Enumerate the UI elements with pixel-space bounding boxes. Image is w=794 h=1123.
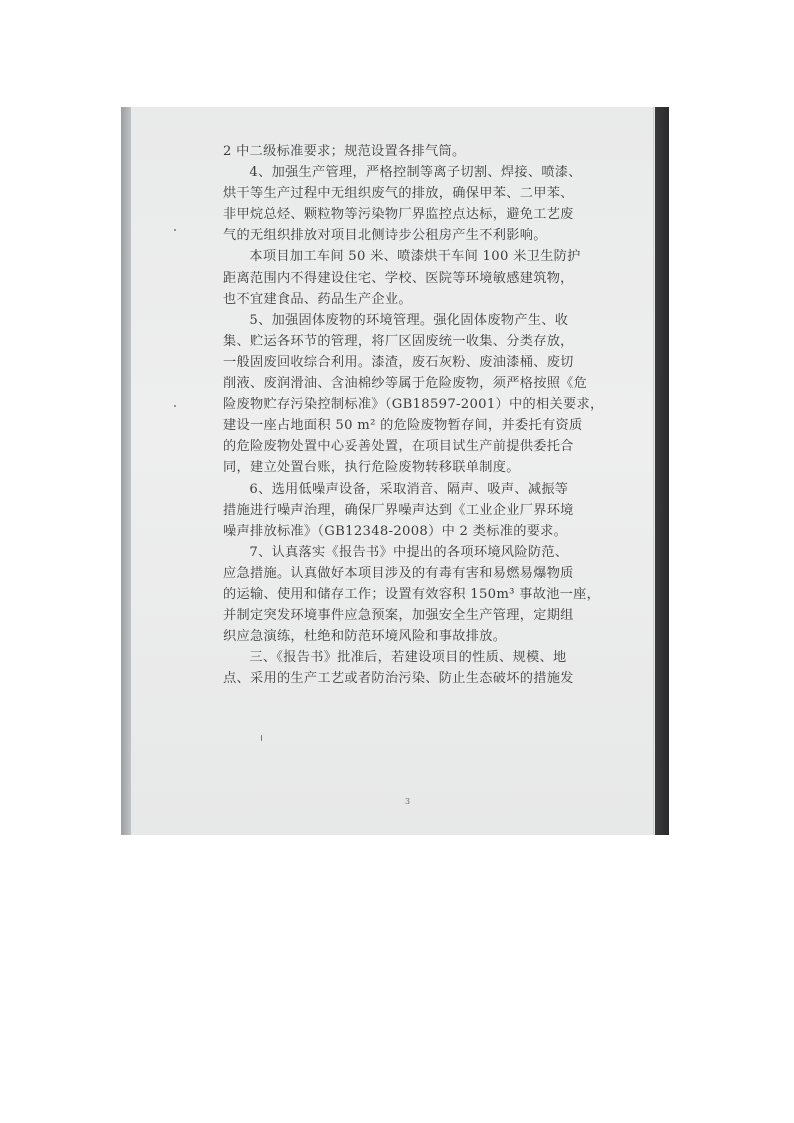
text-line: 的运输、使用和储存工作；设置有效容积 150m³ 事故池一座， (223, 586, 601, 602)
text-line: 6、选用低噪声设备，采取消音、隔声、吸声、减振等 (249, 481, 569, 497)
text-line: 的危险废物处置中心妥善处置，在项目试生产前提供委托合 (223, 439, 574, 455)
document-photo (121, 107, 669, 835)
body-text (223, 141, 618, 689)
text-line: 7、认真落实《报告书》中提出的各项环境风险防范、 (249, 544, 569, 560)
text-line: 三、《报告书》批准后，若建设项目的性质、规模、地 (249, 650, 567, 666)
text-line: 同，建立处置台账，执行危险废物转移联单制度。 (223, 460, 520, 476)
text-line: 本项目加工车间 50 米、喷漆烘干车间 100 米卫生防护 (249, 249, 581, 265)
text-line: 一般固废回收综合利用。漆渣，废石灰粉、废油漆桶、废切 (223, 354, 574, 370)
text-line: 距离范围内不得建设住宅、学校、医院等环境敏感建筑物， (223, 270, 574, 286)
text-line: 非甲烷总烃、颗粒物等污染物厂界监控点达标，避免工艺废 (223, 207, 574, 223)
page-number: 3 (405, 797, 411, 806)
text-line: 应急措施。认真做好本项目涉及的有毒有害和易燃易爆物质 (223, 565, 574, 581)
paper-page (131, 107, 654, 835)
text-line: 5、加强固体废物的环境管理。强化固体废物产生、收 (249, 312, 569, 328)
text-line: 也不宜建食品、药品生产企业。 (223, 291, 412, 307)
text-line: 并制定突发环境事件应急预案，加强安全生产管理，定期组 (223, 608, 574, 624)
text-line: 削液、废润滑油、含油棉纱等属于危险废物，须严格按照《危 (223, 376, 588, 392)
text-line: 点、采用的生产工艺或者防治污染、防止生态破坏的措施发 (223, 671, 574, 687)
text-line: 建设一座占地面积 50 m² 的危险废物暂存间，并委托有资质 (223, 418, 583, 434)
text-line: 2 中二级标准要求；规范设置各排气筒。 (223, 144, 466, 159)
text-line: 噪声排放标准》（GB12348-2008）中 2 类标准的要求。 (223, 523, 568, 539)
text-line: 气的无组织排放对项目北侧诗步公租房产生不利影响。 (223, 228, 547, 244)
speck-mark (174, 405, 176, 407)
text-line: 措施进行噪声治理，确保厂界噪声达到《工业企业厂界环境 (223, 502, 574, 518)
speck-mark (261, 735, 262, 741)
text-line: 烘干等生产过程中无组织废气的排放，确保甲苯、二甲苯、 (223, 186, 574, 202)
speck-mark (174, 229, 176, 231)
text-line: 4、加强生产管理，严格控制等离子切割、焊接、喷漆、 (249, 165, 582, 181)
text-line: 织应急演练，杜绝和防范环境风险和事故排放。 (223, 629, 507, 645)
text-line: 集、贮运各环节的管理，将厂区固废统一收集、分类存放， (223, 333, 574, 349)
text-line: 险废物贮存污染控制标准》（GB18597-2001）中的相关要求， (223, 397, 604, 413)
